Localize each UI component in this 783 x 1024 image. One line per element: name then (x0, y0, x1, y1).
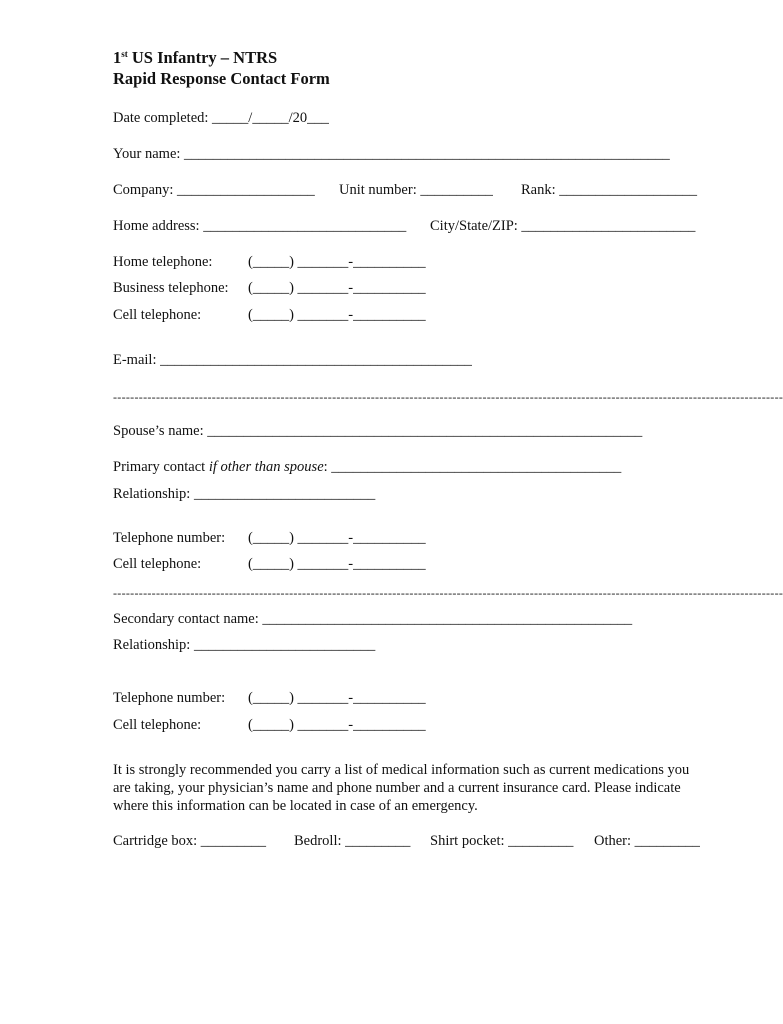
home-address-field[interactable]: Home address: ____________________________ (113, 218, 407, 234)
secondary-telephone-label: Telephone number: (113, 690, 226, 706)
business-telephone-label: Business telephone: (113, 280, 229, 296)
business-telephone-field[interactable]: (_____) _______-__________ (248, 280, 426, 296)
secondary-cell-field[interactable]: (_____) _______-__________ (248, 717, 426, 733)
city-state-zip-field[interactable]: City/State/ZIP: ________________________ (430, 218, 696, 234)
secondary-telephone-field[interactable]: (_____) _______-__________ (248, 690, 426, 706)
cell-telephone-label: Cell telephone: (113, 307, 202, 323)
cartridge-box-field[interactable]: Cartridge box: _________ (113, 833, 267, 849)
spouse-name-field[interactable]: Spouse’s name: ____________________________________________________________ (113, 423, 643, 439)
your-name-field[interactable]: Your name: ___________________________________________________________________ (113, 146, 670, 162)
email-field[interactable]: E-mail: ___________________________________________ (113, 352, 472, 368)
primary-contact-note: if other than spouse (208, 459, 324, 475)
section-divider: ------------------------------------------------------------------------------------------------------------------------------------------------------------ (113, 390, 783, 404)
primary-relationship-field[interactable]: Relationship: _________________________ (113, 486, 376, 502)
primary-contact-label: Primary contact (113, 459, 209, 475)
date-completed-field[interactable]: Date completed: _____/_____/20___ (113, 110, 329, 126)
rank-field[interactable]: Rank: ___________________ (521, 182, 698, 198)
cell-telephone-field[interactable]: (_____) _______-__________ (248, 307, 426, 323)
primary-contact-blank: : ________________________________________ (323, 459, 622, 475)
primary-contact-field[interactable] (113, 460, 621, 475)
bedroll-field[interactable]: Bedroll: _________ (294, 833, 411, 849)
unit-number-field[interactable]: Unit number: __________ (339, 182, 493, 198)
home-telephone-field[interactable]: (_____) _______-__________ (248, 254, 426, 270)
secondary-contact-name-field[interactable]: Secondary contact name: ___________________________________________________ (113, 611, 633, 627)
secondary-relationship-field[interactable]: Relationship: _________________________ (113, 637, 376, 653)
secondary-cell-label: Cell telephone: (113, 717, 202, 733)
company-field[interactable]: Company: ___________________ (113, 182, 315, 198)
medical-info-paragraph: It is strongly recommended you carry a list of medical information such as current medications you are taking, your physician’s name and phone number and a current insurance card. Please indicate where this information can be located in case of an emergency. (113, 762, 690, 814)
title-text: US Infantry – NTRS (127, 48, 278, 67)
shirt-pocket-field[interactable]: Shirt pocket: _________ (430, 833, 574, 849)
primary-telephone-field[interactable]: (_____) _______-__________ (248, 530, 426, 546)
primary-telephone-label: Telephone number: (113, 530, 226, 546)
section-divider: ------------------------------------------------------------------------------------------------------------------------------------------------------------ (113, 586, 783, 600)
form-title (113, 50, 277, 67)
primary-cell-field[interactable]: (_____) _______-__________ (248, 556, 426, 572)
form-subtitle: Rapid Response Contact Form (113, 69, 330, 88)
primary-cell-label: Cell telephone: (113, 556, 202, 572)
other-location-field[interactable]: Other: _________ (594, 833, 700, 849)
home-telephone-label: Home telephone: (113, 254, 213, 270)
title-ordinal-suffix: st (121, 49, 128, 59)
title-number: 1 (113, 48, 122, 67)
